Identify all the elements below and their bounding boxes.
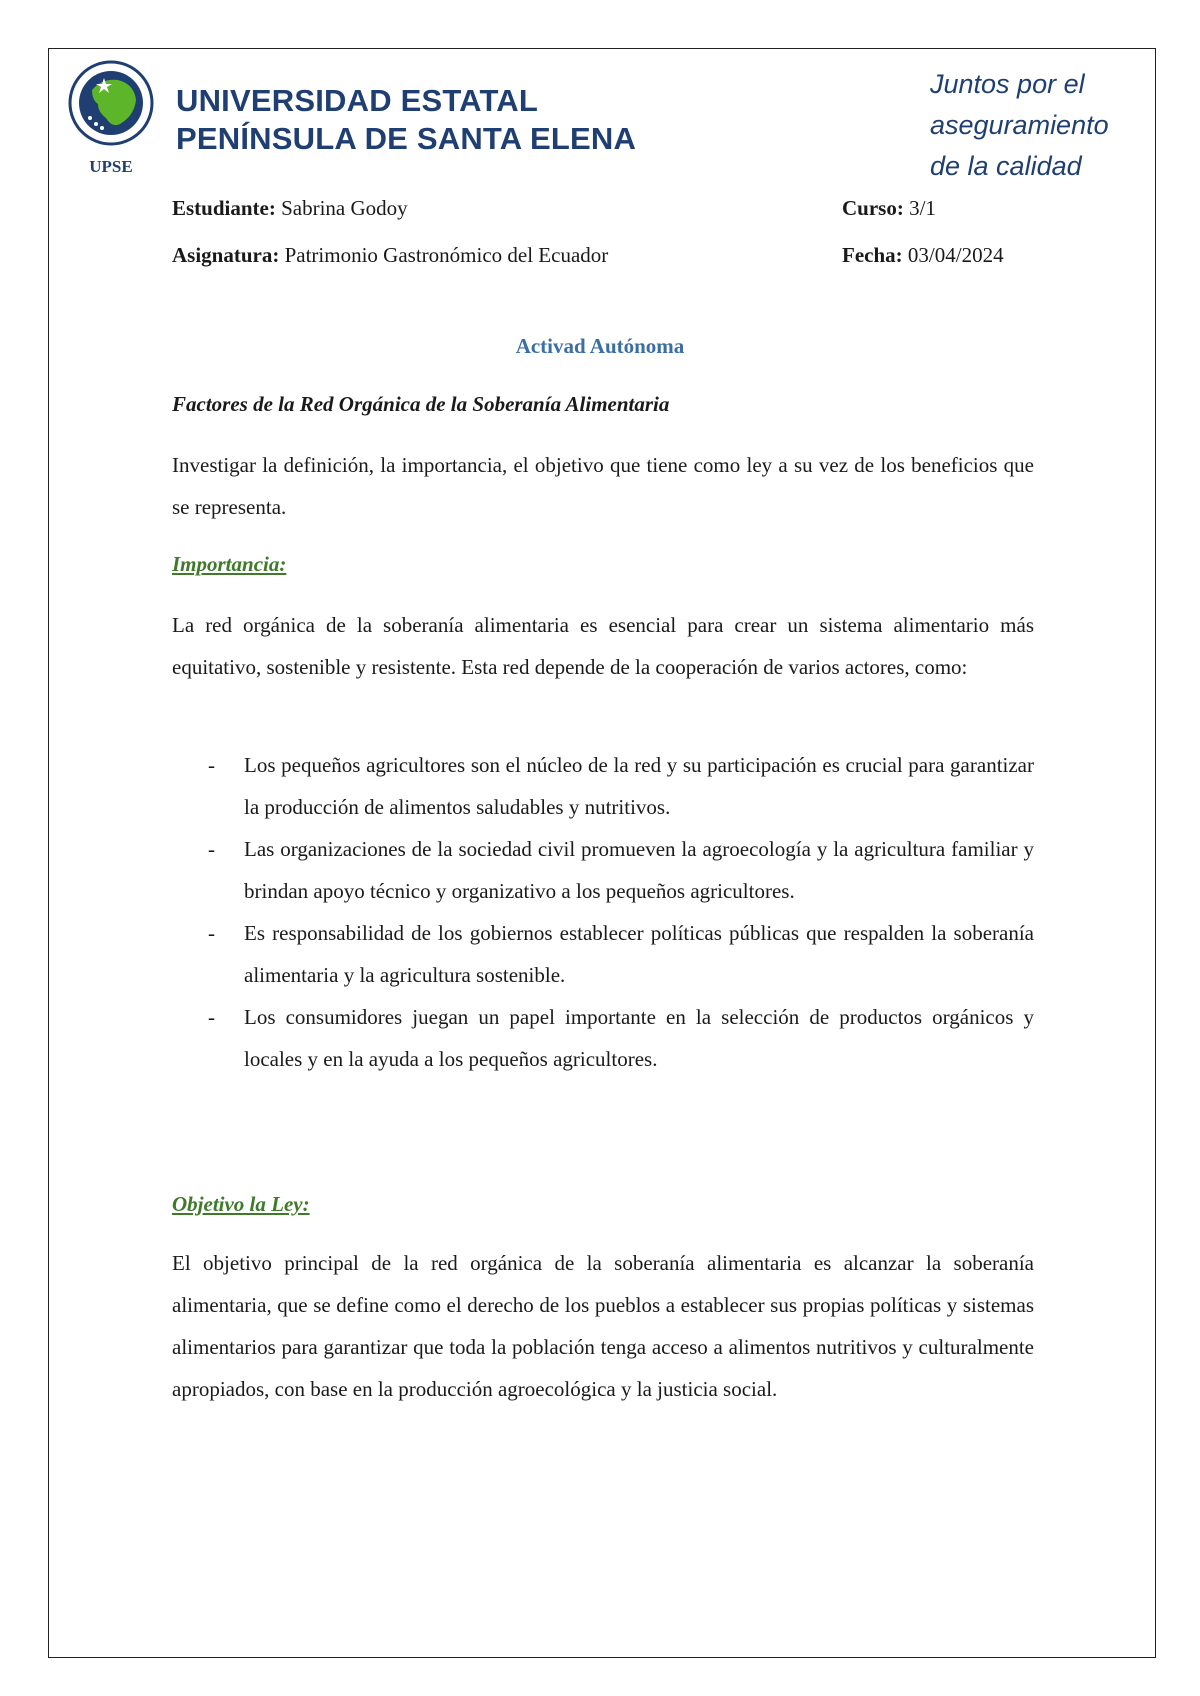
bullet-text: Es responsabilidad de los gobiernos establecer políticas públicas que respalden la soberanía alimentaria y la agricultura sostenible. <box>244 921 1034 987</box>
university-name <box>176 82 636 158</box>
motto <box>930 64 1109 187</box>
subject-label: Asignatura: <box>172 243 280 267</box>
intro-paragraph: Investigar la definición, la importancia, el objetivo que tiene como ley a su vez de los beneficios que se representa. <box>172 453 1034 519</box>
bullet-dash: - <box>208 837 215 861</box>
student-value: Sabrina Godoy <box>281 196 408 220</box>
bullet-dash: - <box>208 921 215 945</box>
course-value: 3/1 <box>909 196 936 220</box>
university-name-line1: UNIVERSIDAD ESTATAL <box>176 83 539 118</box>
student-label: Estudiante: <box>172 196 276 220</box>
bullet-text: Los consumidores juegan un papel importante en la selección de productos orgánicos y locales y en la ayuda a los pequeños agricultores. <box>244 1005 1034 1071</box>
course-row <box>842 196 936 221</box>
importance-heading: Importancia: <box>172 552 287 576</box>
student-row <box>172 196 408 221</box>
list-item <box>172 912 1034 996</box>
course-label: Curso: <box>842 196 904 220</box>
university-logo <box>68 60 154 182</box>
list-item <box>172 828 1034 912</box>
subject-row <box>172 243 608 268</box>
motto-line1: Juntos por el <box>930 69 1085 99</box>
activity-title: Activad Autónoma <box>515 334 685 358</box>
date-row <box>842 243 1004 268</box>
list-item <box>172 744 1034 828</box>
university-name-line2: PENÍNSULA DE SANTA ELENA <box>176 121 637 156</box>
objective-heading: Objetivo la Ley: <box>172 1192 310 1216</box>
importance-bullet-list <box>172 744 1034 1080</box>
list-item <box>172 996 1034 1080</box>
bullet-dash: - <box>208 753 215 777</box>
objective-paragraph: El objetivo principal de la red orgánica de la soberanía alimentaria es alcanzar la soberanía alimentaria, que se define como el derecho de los pueblos a establecer sus propias políticas y sistemas alimentarios para garantizar que toda la población tenga acceso a alimentos nutritivos y culturalmente apropiados, con base en la producción agroecológica y la justicia social. <box>172 1251 1034 1401</box>
importance-paragraph: La red orgánica de la soberanía alimentaria es esencial para crear un sistema alimentario más equitativo, sostenible y resistente. Esta red depende de la cooperación de varios actores, como: <box>172 613 1034 679</box>
logo-text: UPSE <box>89 157 133 176</box>
bullet-text: Las organizaciones de la sociedad civil promueven la agroecología y la agricultura familiar y brindan apoyo técnico y organizativo a los pequeños agricultores. <box>244 837 1034 903</box>
bullet-dash: - <box>208 1005 215 1029</box>
motto-line2: aseguramiento <box>930 110 1109 140</box>
date-value: 03/04/2024 <box>907 243 1004 267</box>
bullet-text: Los pequeños agricultores son el núcleo de la red y su participación es crucial para garantizar la producción de alimentos saludables y nutritivos. <box>244 753 1034 819</box>
motto-line3: de la calidad <box>930 151 1082 181</box>
topic-title: Factores de la Red Orgánica de la Soberanía Alimentaria <box>172 392 670 416</box>
date-label: Fecha: <box>842 243 903 267</box>
subject-value: Patrimonio Gastronómico del Ecuador <box>284 243 609 267</box>
